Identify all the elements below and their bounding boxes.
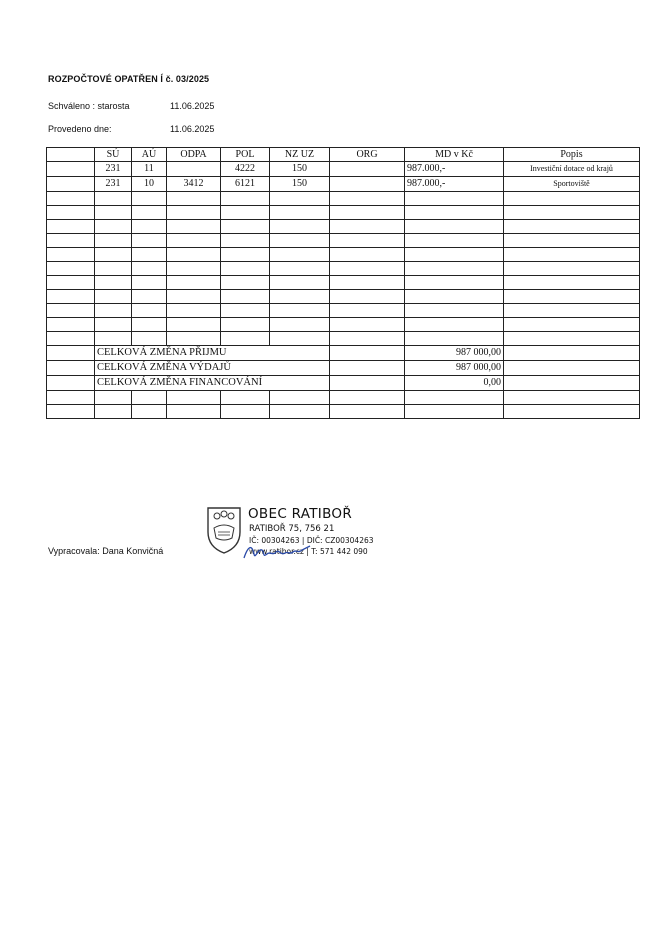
empty-cell bbox=[167, 206, 221, 220]
empty-cell bbox=[132, 276, 167, 290]
empty-cell bbox=[504, 346, 640, 361]
empty-cell bbox=[221, 290, 270, 304]
empty-cell bbox=[405, 248, 504, 262]
empty-cell bbox=[47, 177, 95, 192]
empty-cell bbox=[95, 391, 132, 405]
empty-cell bbox=[330, 405, 405, 419]
empty-cell bbox=[330, 376, 405, 391]
empty-cell bbox=[95, 276, 132, 290]
coat-of-arms-icon bbox=[206, 506, 242, 554]
empty-cell bbox=[504, 405, 640, 419]
empty-cell bbox=[132, 248, 167, 262]
table-row bbox=[47, 290, 640, 304]
empty-cell bbox=[47, 346, 95, 361]
header-cell: NZ UZ bbox=[270, 148, 330, 162]
empty-cell bbox=[47, 332, 95, 346]
empty-cell bbox=[95, 206, 132, 220]
empty-cell bbox=[330, 220, 405, 234]
empty-cell bbox=[47, 248, 95, 262]
done-label: Provedeno dne: bbox=[48, 124, 112, 134]
empty-cell bbox=[167, 318, 221, 332]
empty-cell bbox=[330, 290, 405, 304]
empty-cell bbox=[330, 262, 405, 276]
empty-cell bbox=[270, 262, 330, 276]
empty-cell bbox=[47, 234, 95, 248]
empty-cell bbox=[221, 405, 270, 419]
empty-cell bbox=[132, 234, 167, 248]
header-cell: Popis bbox=[504, 148, 640, 162]
empty-cell bbox=[167, 220, 221, 234]
table-row bbox=[47, 304, 640, 318]
approved-label: Schváleno : starosta bbox=[48, 101, 130, 111]
su-cell: 231 bbox=[95, 177, 132, 192]
header-cell: SÚ bbox=[95, 148, 132, 162]
nzuz-cell: 150 bbox=[270, 177, 330, 192]
empty-cell bbox=[270, 405, 330, 419]
table-row bbox=[47, 405, 640, 419]
empty-cell bbox=[504, 391, 640, 405]
empty-cell bbox=[330, 206, 405, 220]
approved-date: 11.06.2025 bbox=[170, 101, 215, 111]
empty-cell bbox=[405, 262, 504, 276]
empty-cell bbox=[405, 290, 504, 304]
empty-cell bbox=[132, 192, 167, 206]
empty-cell bbox=[330, 192, 405, 206]
empty-cell bbox=[47, 405, 95, 419]
header-cell bbox=[47, 148, 95, 162]
empty-cell bbox=[405, 391, 504, 405]
empty-cell bbox=[504, 262, 640, 276]
execution-row bbox=[48, 124, 215, 134]
stamp-contact: www.ratibor.cz | T: 571 442 090 bbox=[249, 547, 368, 556]
empty-cell bbox=[405, 192, 504, 206]
empty-cell bbox=[330, 391, 405, 405]
empty-cell bbox=[47, 391, 95, 405]
empty-cell bbox=[132, 391, 167, 405]
table-row bbox=[47, 234, 640, 248]
empty-cell bbox=[221, 206, 270, 220]
empty-cell bbox=[405, 206, 504, 220]
empty-cell bbox=[504, 206, 640, 220]
empty-cell bbox=[270, 290, 330, 304]
empty-cell bbox=[47, 192, 95, 206]
blank-rows bbox=[47, 192, 640, 346]
md-cell: 987.000,- bbox=[405, 162, 504, 177]
empty-cell bbox=[95, 290, 132, 304]
empty-cell bbox=[95, 332, 132, 346]
empty-cell bbox=[221, 304, 270, 318]
document-title: ROZPOČTOVÉ OPATŘEN Í č. 03/2025 bbox=[48, 74, 210, 84]
au-cell: 10 bbox=[132, 177, 167, 192]
empty-cell bbox=[95, 262, 132, 276]
header-cell: ODPA bbox=[167, 148, 221, 162]
empty-cell bbox=[47, 262, 95, 276]
empty-cell bbox=[167, 332, 221, 346]
stamp-address: RATIBOŘ 75, 756 21 bbox=[249, 524, 335, 534]
header-cell: MD v Kč bbox=[405, 148, 504, 162]
empty-cell bbox=[270, 391, 330, 405]
header-cell: AÚ bbox=[132, 148, 167, 162]
popis-cell: Sportoviště bbox=[504, 177, 640, 192]
empty-cell bbox=[270, 248, 330, 262]
handwritten-signature bbox=[240, 540, 320, 564]
table-row bbox=[47, 248, 640, 262]
empty-cell bbox=[330, 361, 405, 376]
empty-cell bbox=[95, 318, 132, 332]
empty-cell bbox=[132, 206, 167, 220]
md-cell: 987.000,- bbox=[405, 177, 504, 192]
table-header-row bbox=[47, 148, 640, 162]
org-cell bbox=[330, 162, 405, 177]
empty-cell bbox=[270, 332, 330, 346]
total-row bbox=[47, 361, 640, 376]
empty-cell bbox=[504, 332, 640, 346]
table-row bbox=[47, 332, 640, 346]
table-row bbox=[47, 177, 640, 192]
total-label: CELKOVÁ ZMĚNA PŘIJMU bbox=[95, 346, 330, 361]
empty-cell bbox=[270, 192, 330, 206]
empty-cell bbox=[95, 234, 132, 248]
empty-cell bbox=[330, 318, 405, 332]
empty-cell bbox=[405, 220, 504, 234]
empty-cell bbox=[504, 234, 640, 248]
odpa-cell bbox=[167, 162, 221, 177]
total-row bbox=[47, 376, 640, 391]
approval-row bbox=[48, 101, 215, 111]
stamp-name: OBEC RATIBOŘ bbox=[248, 506, 353, 522]
empty-cell bbox=[405, 405, 504, 419]
empty-cell bbox=[221, 391, 270, 405]
empty-cell bbox=[47, 376, 95, 391]
empty-cell bbox=[504, 290, 640, 304]
total-value: 987 000,00 bbox=[405, 346, 504, 361]
au-cell: 11 bbox=[132, 162, 167, 177]
empty-cell bbox=[504, 220, 640, 234]
empty-cell bbox=[132, 262, 167, 276]
empty-cell bbox=[270, 276, 330, 290]
table-row bbox=[47, 220, 640, 234]
total-row bbox=[47, 346, 640, 361]
empty-cell bbox=[47, 276, 95, 290]
header-cell: ORG bbox=[330, 148, 405, 162]
table-row bbox=[47, 318, 640, 332]
empty-cell bbox=[270, 220, 330, 234]
empty-cell bbox=[504, 304, 640, 318]
empty-cell bbox=[221, 262, 270, 276]
empty-cell bbox=[504, 192, 640, 206]
empty-cell bbox=[405, 318, 504, 332]
pol-cell: 4222 bbox=[221, 162, 270, 177]
nzuz-cell: 150 bbox=[270, 162, 330, 177]
empty-cell bbox=[95, 248, 132, 262]
empty-cell bbox=[132, 332, 167, 346]
empty-cell bbox=[221, 192, 270, 206]
empty-cell bbox=[47, 318, 95, 332]
table-row bbox=[47, 206, 640, 220]
empty-cell bbox=[330, 332, 405, 346]
empty-cell bbox=[167, 304, 221, 318]
empty-cell bbox=[270, 206, 330, 220]
empty-cell bbox=[47, 290, 95, 304]
empty-cell bbox=[504, 248, 640, 262]
empty-cell bbox=[167, 290, 221, 304]
blank-rows bbox=[47, 391, 640, 419]
empty-cell bbox=[221, 248, 270, 262]
empty-cell bbox=[167, 391, 221, 405]
prepared-by: Vypracovala: Dana Konvičná bbox=[48, 546, 164, 556]
empty-cell bbox=[47, 304, 95, 318]
odpa-cell: 3412 bbox=[167, 177, 221, 192]
empty-cell bbox=[330, 346, 405, 361]
empty-cell bbox=[330, 276, 405, 290]
empty-cell bbox=[504, 276, 640, 290]
stamp-ids: IČ: 00304263 | DIČ: CZ00304263 bbox=[249, 536, 374, 545]
total-label: CELKOVÁ ZMĚNA VÝDAJŮ bbox=[95, 361, 330, 376]
empty-cell bbox=[167, 248, 221, 262]
done-date: 11.06.2025 bbox=[170, 124, 215, 134]
pol-cell: 6121 bbox=[221, 177, 270, 192]
empty-cell bbox=[405, 332, 504, 346]
popis-cell: Investiční dotace od krajů bbox=[504, 162, 640, 177]
table-row bbox=[47, 391, 640, 405]
empty-cell bbox=[221, 332, 270, 346]
empty-cell bbox=[95, 304, 132, 318]
empty-cell bbox=[95, 220, 132, 234]
empty-cell bbox=[167, 405, 221, 419]
empty-cell bbox=[504, 376, 640, 391]
empty-cell bbox=[330, 234, 405, 248]
empty-cell bbox=[95, 405, 132, 419]
empty-cell bbox=[330, 248, 405, 262]
header-cell: POL bbox=[221, 148, 270, 162]
empty-cell bbox=[167, 192, 221, 206]
empty-cell bbox=[132, 405, 167, 419]
empty-cell bbox=[167, 234, 221, 248]
empty-cell bbox=[132, 318, 167, 332]
empty-cell bbox=[167, 276, 221, 290]
budget-table bbox=[46, 147, 640, 419]
empty-cell bbox=[504, 318, 640, 332]
table-row bbox=[47, 276, 640, 290]
table-row bbox=[47, 192, 640, 206]
empty-cell bbox=[95, 192, 132, 206]
empty-cell bbox=[504, 361, 640, 376]
org-cell bbox=[330, 177, 405, 192]
empty-cell bbox=[221, 234, 270, 248]
empty-cell bbox=[221, 276, 270, 290]
empty-cell bbox=[405, 276, 504, 290]
total-label: CELKOVÁ ZMĚNA FINANCOVÁNÍ bbox=[95, 376, 330, 391]
empty-cell bbox=[47, 206, 95, 220]
empty-cell bbox=[132, 304, 167, 318]
empty-cell bbox=[330, 304, 405, 318]
empty-cell bbox=[270, 234, 330, 248]
total-value: 987 000,00 bbox=[405, 361, 504, 376]
empty-cell bbox=[221, 220, 270, 234]
total-value: 0,00 bbox=[405, 376, 504, 391]
empty-cell bbox=[405, 234, 504, 248]
empty-cell bbox=[221, 318, 270, 332]
table-row bbox=[47, 162, 640, 177]
empty-cell bbox=[132, 290, 167, 304]
table-row bbox=[47, 262, 640, 276]
empty-cell bbox=[47, 220, 95, 234]
empty-cell bbox=[270, 304, 330, 318]
empty-cell bbox=[167, 262, 221, 276]
empty-cell bbox=[270, 318, 330, 332]
empty-cell bbox=[132, 220, 167, 234]
empty-cell bbox=[47, 361, 95, 376]
su-cell: 231 bbox=[95, 162, 132, 177]
empty-cell bbox=[405, 304, 504, 318]
empty-cell bbox=[47, 162, 95, 177]
